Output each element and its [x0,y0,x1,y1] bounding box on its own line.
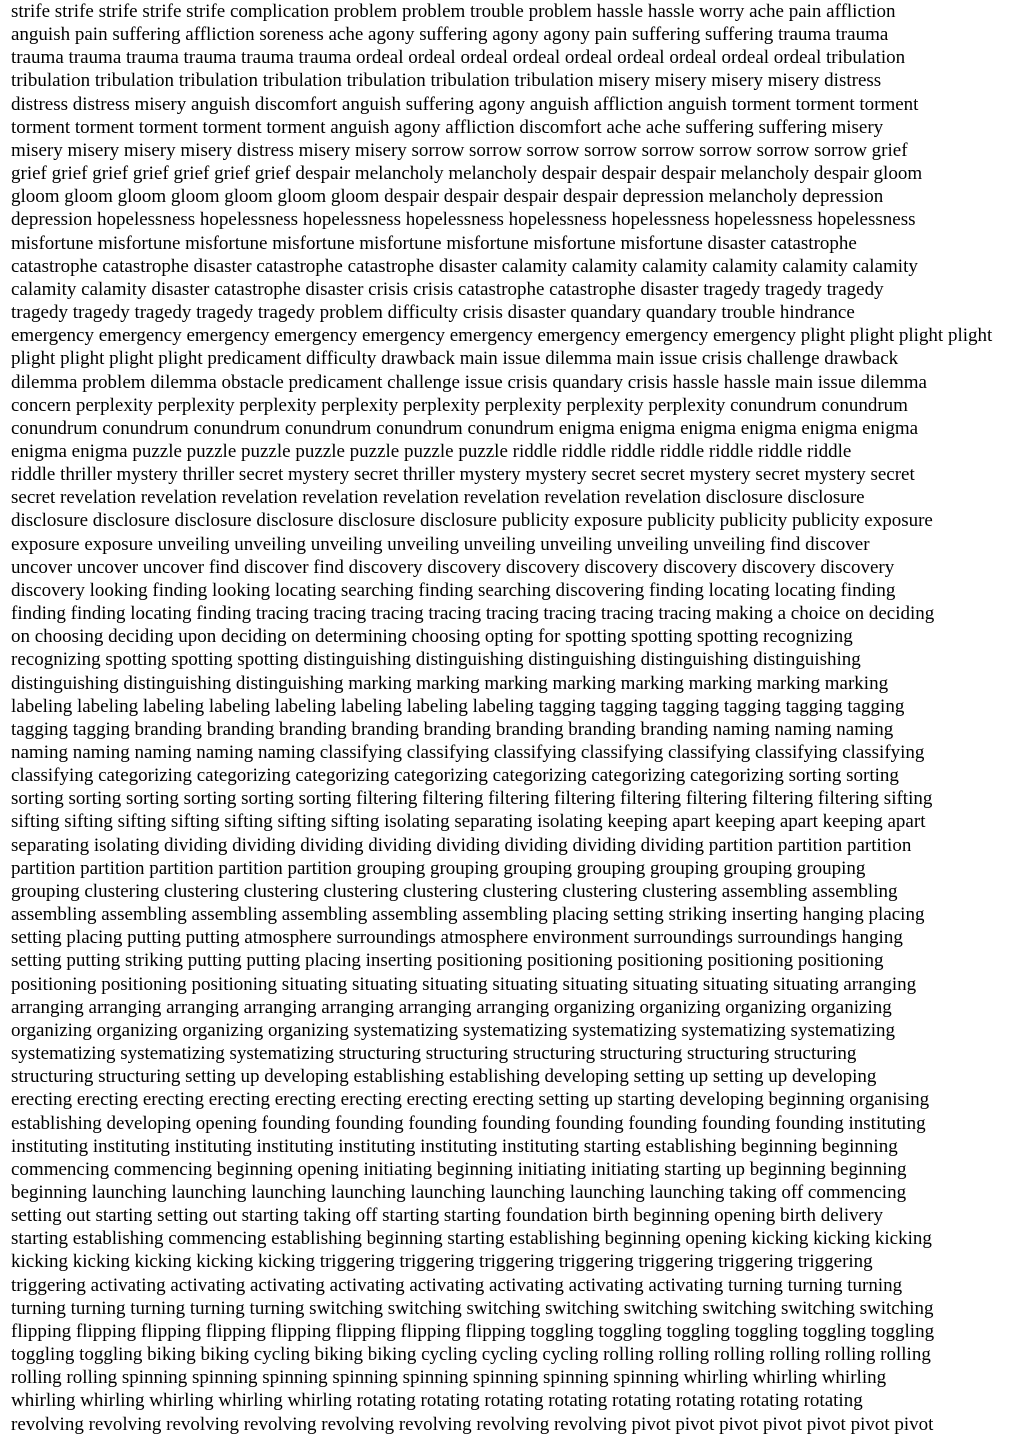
text-line: enigma enigma puzzle puzzle puzzle puzzle puzzle puzzle puzzle riddle riddle riddle riddle riddle riddle riddle [11,440,852,462]
text-line: partition partition partition partition partition grouping grouping grouping grouping grouping grouping grouping [11,857,866,879]
text-line: finding finding locating finding tracing tracing tracing tracing tracing tracing tracing tracing making a choice on deciding [11,603,935,625]
text-line: instituting instituting instituting instituting instituting instituting instituting starting establishing beginning beginning [11,1135,898,1157]
text-line: sifting sifting sifting sifting sifting sifting sifting isolating separating isolating keeping apart keeping apart keeping apart [11,811,926,833]
text-line: kicking kicking kicking kicking kicking triggering triggering triggering triggering triggering triggering triggering [11,1251,873,1273]
text-line: misfortune misfortune misfortune misfortune misfortune misfortune misfortune misfortune disaster catastrophe [11,232,857,254]
text-line: classifying categorizing categorizing categorizing categorizing categorizing categorizing categorizing sorting sorting [11,765,899,787]
text-line: on choosing deciding upon deciding on determining choosing opting for spotting spotting spotting recognizing [11,626,853,648]
text-line: uncover uncover uncover find discover find discovery discovery discovery discovery discovery discovery discovery [11,556,895,578]
text-line: setting putting striking putting putting placing inserting positioning positioning positioning positioning positioning [11,950,884,972]
text-line: concern perplexity perplexity perplexity perplexity perplexity perplexity perplexity perplexity conundrum conundrum [11,394,908,416]
text-line: plight plight plight plight predicament difficulty drawback main issue dilemma main issue crisis challenge drawback [11,348,899,370]
text-line: misery misery misery misery distress misery misery sorrow sorrow sorrow sorrow sorrow sorrow sorrow sorrow grief [11,139,908,161]
text-line: whirling whirling whirling whirling whirling rotating rotating rotating rotating rotating rotating rotating rotating [11,1390,863,1412]
text-line: arranging arranging arranging arranging arranging arranging arranging organizing organizing organizing organizing [11,996,892,1018]
text-line: naming naming naming naming naming classifying classifying classifying classifying classifying classifying classifying [11,742,925,763]
text-line: starting establishing commencing establishing beginning starting establishing beginning opening kicking kicking kicking [11,1228,932,1250]
text-line: calamity calamity disaster catastrophe disaster crisis crisis catastrophe catastrophe disaster tragedy tragedy tragedy [11,278,884,300]
text-line: flipping flipping flipping flipping flipping flipping flipping flipping toggling toggling toggling toggling toggling toggling [11,1320,935,1342]
text-line: anguish pain suffering affliction soreness ache agony suffering agony agony pain suffering suffering trauma trauma [11,24,889,46]
text-line: turning turning turning turning turning switching switching switching switching switching switching switching switching [11,1297,934,1319]
text-line: tribulation tribulation tribulation tribulation tribulation tribulation tribulation misery misery misery misery distress [11,70,882,92]
text-line: setting out starting setting out starting taking off starting starting foundation birth beginning opening birth delivery [11,1205,883,1227]
text-line: torment torment torment torment torment anguish agony affliction discomfort ache ache suffering suffering misery [11,116,884,138]
text-line: discovery looking finding looking locating searching finding searching discovering finding locating locating finding [11,579,896,601]
text-line: rolling rolling spinning spinning spinning spinning spinning spinning spinning spinning whirling whirling whirling [11,1367,887,1389]
text-line: assembling assembling assembling assembling assembling assembling placing setting striking inserting hanging placing [11,904,925,926]
text-line: separating isolating dividing dividing dividing dividing dividing dividing dividing dividing partition partition partition [11,834,912,856]
text-line: grouping clustering clustering clustering clustering clustering clustering clustering clustering assembling assembling [11,880,898,902]
text-line: exposure exposure unveiling unveiling unveiling unveiling unveiling unveiling unveiling unveiling find discover [11,533,870,555]
text-line: toggling toggling biking biking cycling biking biking cycling cycling cycling rolling rolling rolling rolling rolling rolling [11,1344,931,1366]
text-line: grief grief grief grief grief grief grief despair melancholy melancholy despair despair despair melancholy despair gloom [11,163,923,185]
text-line: trauma trauma trauma trauma trauma trauma ordeal ordeal ordeal ordeal ordeal ordeal ordeal ordeal ordeal tribulation [11,47,906,69]
text-line: establishing developing opening founding founding founding founding founding founding founding founding instituting [11,1112,926,1134]
text-line: positioning positioning positioning situating situating situating situating situating situating situating situating arranging [11,973,917,995]
text-line: sorting sorting sorting sorting sorting sorting filtering filtering filtering filtering filtering filtering filtering filtering sifting [11,788,933,810]
text-line: strife strife strife strife strife complication problem problem trouble problem hassle hassle worry ache pain affliction [11,1,896,22]
text-line: setting placing putting putting atmosphere surroundings atmosphere environment surroundings surroundings hanging [11,927,903,949]
text-line: gloom gloom gloom gloom gloom gloom gloom despair despair despair despair depression melancholy depression [11,186,884,208]
text-body [11,0,1018,1436]
text-line: recognizing spotting spotting spotting distinguishing distinguishing distinguishing distinguishing distinguishing [11,649,861,671]
text-line: systematizing systematizing systematizing structuring structuring structuring structuring structuring structuring [11,1043,857,1065]
text-line: labeling labeling labeling labeling labeling labeling labeling labeling tagging tagging tagging tagging tagging tagging [11,695,905,717]
text-line: depression hopelessness hopelessness hopelessness hopelessness hopelessness hopelessness hopelessness hopelessness [11,209,916,231]
text-line: organizing organizing organizing organizing systematizing systematizing systematizing systematizing systematizing [11,1019,896,1041]
text-line: emergency emergency emergency emergency emergency emergency emergency emergency emergency plight plight plight plight [11,325,993,347]
text-line: triggering activating activating activating activating activating activating activating activating turning turning turning [11,1274,903,1296]
text-line: distress distress misery anguish discomfort anguish suffering agony anguish affliction anguish torment torment torment [11,93,919,115]
text-line: tagging tagging branding branding branding branding branding branding branding branding naming naming naming [11,718,894,740]
text-line: distinguishing distinguishing distinguishing marking marking marking marking marking marking marking marking [11,672,889,694]
text-line: revolving revolving revolving revolving revolving revolving revolving revolving pivot pivot pivot pivot pivot pivot pivot [11,1413,934,1435]
text-line: secret revelation revelation revelation revelation revelation revelation revelation revelation disclosure disclosure [11,487,865,509]
text-line: commencing commencing beginning opening initiating beginning initiating initiating starting up beginning beginning [11,1158,907,1180]
text-line: structuring structuring setting up developing establishing establishing developing setting up setting up developing [11,1066,877,1088]
text-line: erecting erecting erecting erecting erecting erecting erecting erecting setting up starting developing beginning organising [11,1089,930,1111]
text-line: beginning launching launching launching launching launching launching launching launching taking off commencing [11,1181,907,1203]
text-line: riddle thriller mystery thriller secret mystery secret thriller mystery mystery secret secret mystery secret mystery secret [11,464,915,486]
text-line: catastrophe catastrophe disaster catastrophe catastrophe disaster calamity calamity calamity calamity calamity calamity [11,255,918,277]
text-line: dilemma problem dilemma obstacle predicament challenge issue crisis quandary crisis hassle hassle main issue dilemma [11,371,927,393]
text-line: tragedy tragedy tragedy tragedy tragedy problem difficulty crisis disaster quandary quandary trouble hindrance [11,302,855,324]
text-line: conundrum conundrum conundrum conundrum conundrum conundrum enigma enigma enigma enigma enigma enigma [11,417,919,439]
text-line: disclosure disclosure disclosure disclosure disclosure disclosure publicity exposure publicity publicity publicity exposure [11,510,933,532]
